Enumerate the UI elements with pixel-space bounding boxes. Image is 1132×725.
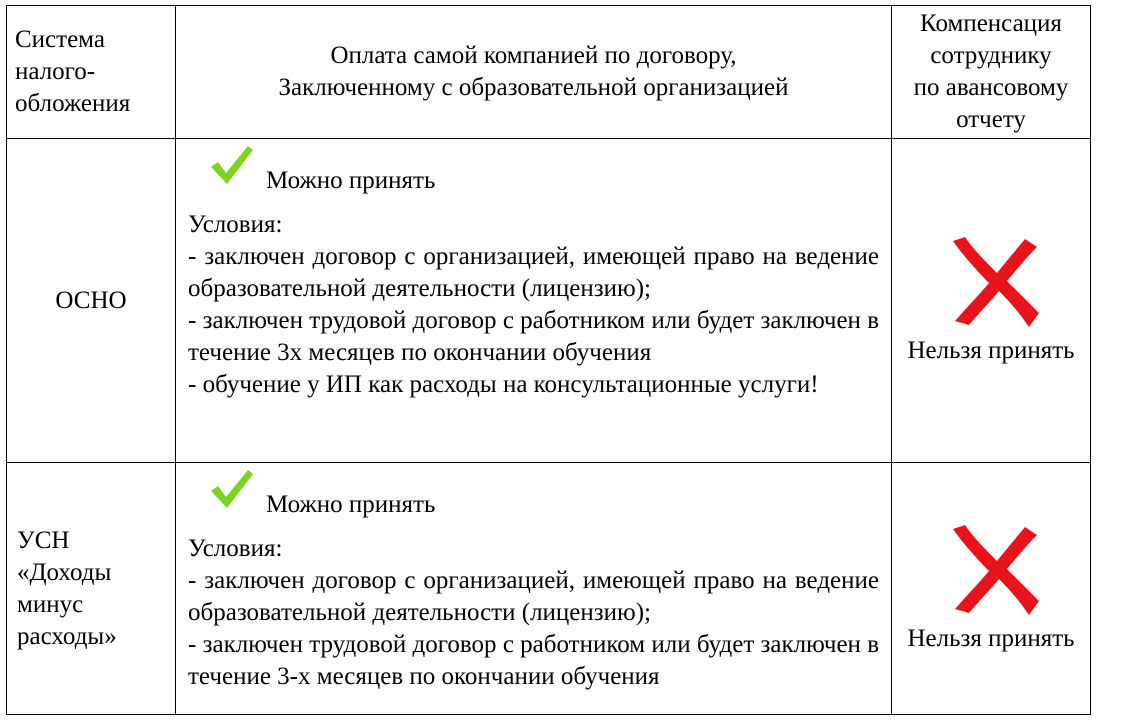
usn-line4: расходы»: [17, 622, 117, 650]
header-company-payment-line1: Оплата самой компанией по договору,: [330, 42, 737, 69]
header-tax-system: [7, 6, 176, 139]
red-cross-icon: [939, 235, 1043, 331]
table-header-row: [7, 6, 1091, 139]
header-comp-line2: сотруднику: [930, 42, 1052, 69]
accept-line: [188, 139, 879, 203]
condition-item: - заключен трудовой договор с работником или будет заключен в течение 3х месяцев по окончании обучения: [188, 307, 879, 366]
accept-label: Можно принять: [266, 491, 436, 518]
accept-label: Можно принять: [266, 167, 436, 194]
usn-line1: УСН: [17, 526, 70, 554]
accept-line: [188, 463, 879, 527]
condition-item: - обучение у ИП как расходы на консультационные услуги!: [188, 371, 819, 398]
conditions-block: [188, 533, 879, 693]
conditions-block: [188, 209, 879, 401]
usn-line2: «Доходы: [17, 558, 112, 586]
condition-item: - заключен трудовой договор с работником или будет заключен в течение 3-х месяцев по окончании обучения: [188, 631, 879, 690]
check-mark-icon: [208, 467, 254, 511]
tax-table: [6, 5, 1091, 715]
table-row-osno: [7, 139, 1091, 463]
header-comp-line1: Компенсация: [920, 10, 1062, 37]
header-company-payment: [176, 6, 892, 139]
tax-system-osno: ОСНО: [7, 139, 176, 463]
header-comp-line4: отчету: [956, 106, 1026, 133]
reject-label: Нельзя принять: [907, 336, 1075, 364]
usn-line3: минус: [17, 590, 84, 618]
table-row-usn: [7, 463, 1091, 715]
red-cross-icon: [939, 523, 1043, 619]
reimbursement-osno: [892, 139, 1091, 463]
condition-item: - заключен договор с организацией, имеющей право на ведение образовательной деятельности (лицензию);: [188, 243, 879, 302]
header-tax-system-text: Система налого- обложения: [15, 26, 131, 117]
tax-system-usn: [7, 463, 176, 715]
header-employee-compensation: [892, 6, 1091, 139]
reimbursement-usn: [892, 463, 1091, 715]
header-company-payment-line2: Заключенному с образовательной организацией: [278, 74, 789, 101]
company-payment-usn: [176, 463, 892, 715]
check-mark-icon: [208, 143, 254, 187]
company-payment-osno: [176, 139, 892, 463]
conditions-title: Условия:: [188, 211, 283, 238]
conditions-title: Условия:: [188, 535, 283, 562]
condition-item: - заключен договор с организацией, имеющей право на ведение образовательной деятельности (лицензию);: [188, 567, 879, 626]
reject-label: Нельзя принять: [907, 624, 1075, 652]
header-comp-line3: по авансовому: [913, 74, 1069, 101]
